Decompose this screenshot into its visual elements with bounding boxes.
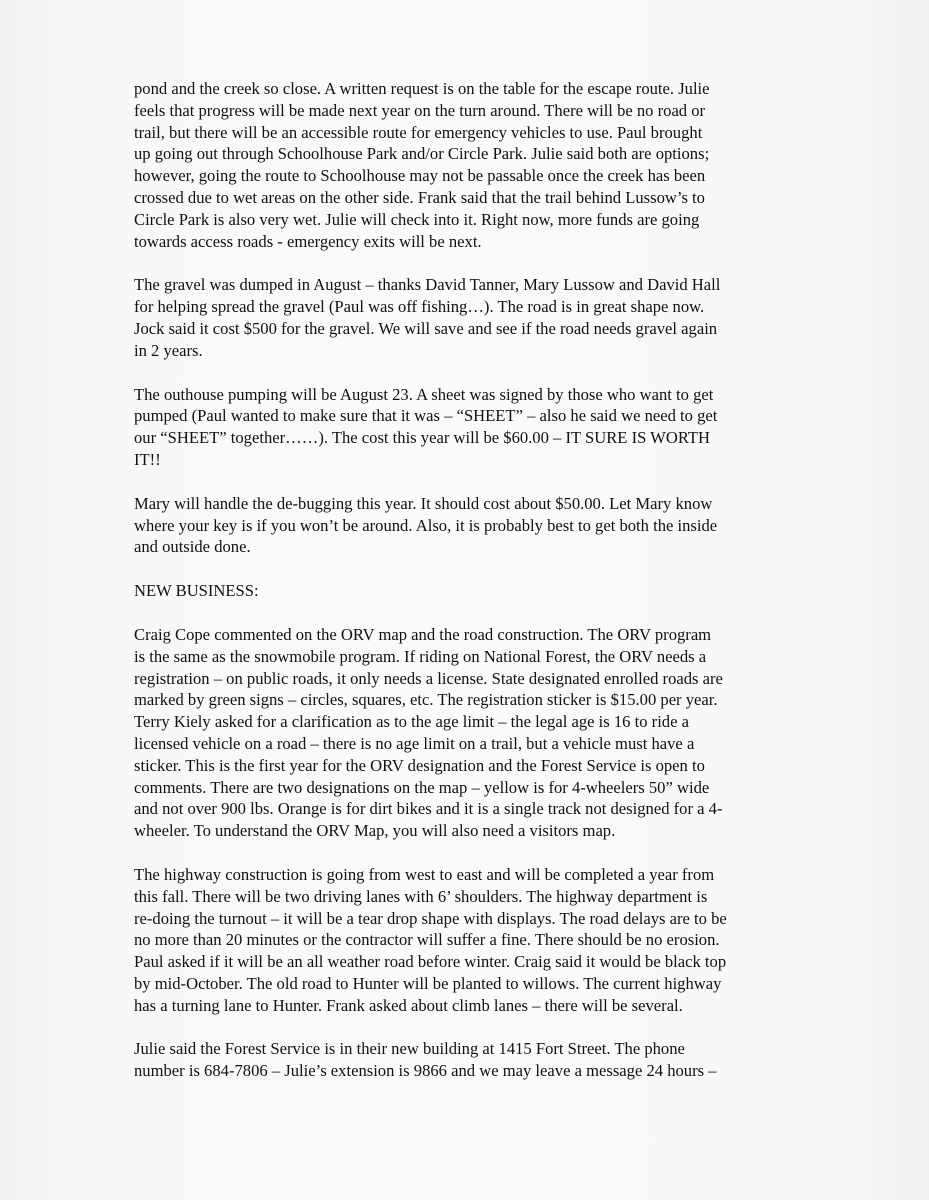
text-line: our “SHEET” together……). The cost this year will be $60.00 – IT SURE IS WORTH <box>134 428 711 448</box>
text-line: trail, but there will be an accessible route for emergency vehicles to use. Paul brought <box>134 122 703 142</box>
text-line: however, going the route to Schoolhouse may not be passable once the creek has been <box>134 166 706 186</box>
text-line: Paul asked if it will be an all weather road before winter. Craig said it would be black top <box>134 952 727 972</box>
text-line: marked by green signs – circles, squares, etc. The registration sticker is $15.00 per year. <box>134 690 718 710</box>
text-line: Terry Kiely asked for a clarification as to the age limit – the legal age is 16 to ride a <box>134 712 689 732</box>
heading-text: NEW BUSINESS: <box>134 581 259 601</box>
text-line: Circle Park is also very wet. Julie will check into it. Right now, more funds are going <box>134 209 700 229</box>
text-line: The gravel was dumped in August – thanks David Tanner, Mary Lussow and David Hall <box>134 275 721 295</box>
text-line: Craig Cope commented on the ORV map and the road construction. The ORV program <box>134 624 712 644</box>
text-line: wheeler. To understand the ORV Map, you will also need a visitors map. <box>134 821 616 841</box>
meeting-minutes-text <box>134 78 824 1104</box>
text-line: pumped (Paul wanted to make sure that it was – “SHEET” – also he said we need to get <box>134 406 718 426</box>
text-line: where your key is if you won’t be around. Also, it is probably best to get both the inside <box>134 515 718 535</box>
text-line: Jock said it cost $500 for the gravel. We will save and see if the road needs gravel again <box>134 318 718 338</box>
paragraph-highway-construction <box>134 864 824 1017</box>
text-line: in 2 years. <box>134 340 203 360</box>
section-heading-new-business <box>134 580 824 602</box>
paragraph-escape-route <box>134 78 824 252</box>
paragraph-orv-map <box>134 624 824 842</box>
text-line: Julie said the Forest Service is in their new building at 1415 Fort Street. The phone <box>134 1039 685 1059</box>
text-line: crossed due to wet areas on the other side. Frank said that the trail behind Lussow’s to <box>134 187 705 207</box>
text-line: up going out through Schoolhouse Park and/or Circle Park. Julie said both are options; <box>134 144 710 164</box>
text-line: has a turning lane to Hunter. Frank asked about climb lanes – there will be several. <box>134 995 683 1015</box>
text-line: The outhouse pumping will be August 23. A sheet was signed by those who want to get <box>134 384 714 404</box>
text-line: sticker. This is the first year for the ORV designation and the Forest Service is open to <box>134 755 705 775</box>
text-line: comments. There are two designations on the map – yellow is for 4-wheelers 50” wide <box>134 777 710 797</box>
text-line: licensed vehicle on a road – there is no age limit on a trail, but a vehicle must have a <box>134 733 695 753</box>
paragraph-debugging <box>134 493 824 558</box>
text-line: registration – on public roads, it only needs a license. State designated enrolled roads are <box>134 668 723 688</box>
text-line: IT!! <box>134 449 161 469</box>
paragraph-forest-service <box>134 1038 824 1082</box>
text-line: by mid-October. The old road to Hunter will be planted to willows. The current highway <box>134 973 722 993</box>
text-line: towards access roads - emergency exits will be next. <box>134 231 482 251</box>
text-line: number is 684-7806 – Julie’s extension is 9866 and we may leave a message 24 hours – <box>134 1061 717 1081</box>
text-line: and outside done. <box>134 537 251 557</box>
text-line: pond and the creek so close. A written request is on the table for the escape route. Julie <box>134 79 710 98</box>
text-line: for helping spread the gravel (Paul was off fishing…). The road is in great shape now. <box>134 297 705 317</box>
text-line: re-doing the turnout – it will be a tear drop shape with displays. The road delays are to be <box>134 908 727 928</box>
text-line: and not over 900 lbs. Orange is for dirt bikes and it is a single track not designed for a 4- <box>134 799 723 819</box>
text-line: feels that progress will be made next year on the turn around. There will be no road or <box>134 100 706 120</box>
text-line: Mary will handle the de-bugging this year. It should cost about $50.00. Let Mary know <box>134 493 713 513</box>
text-line: no more than 20 minutes or the contractor will suffer a fine. There should be no erosion. <box>134 930 720 950</box>
text-line: this fall. There will be two driving lanes with 6’ shoulders. The highway department is <box>134 886 708 906</box>
text-line: is the same as the snowmobile program. If riding on National Forest, the ORV needs a <box>134 646 707 666</box>
text-line: The highway construction is going from west to east and will be completed a year from <box>134 864 715 884</box>
paragraph-gravel <box>134 274 824 361</box>
paragraph-outhouse <box>134 384 824 471</box>
